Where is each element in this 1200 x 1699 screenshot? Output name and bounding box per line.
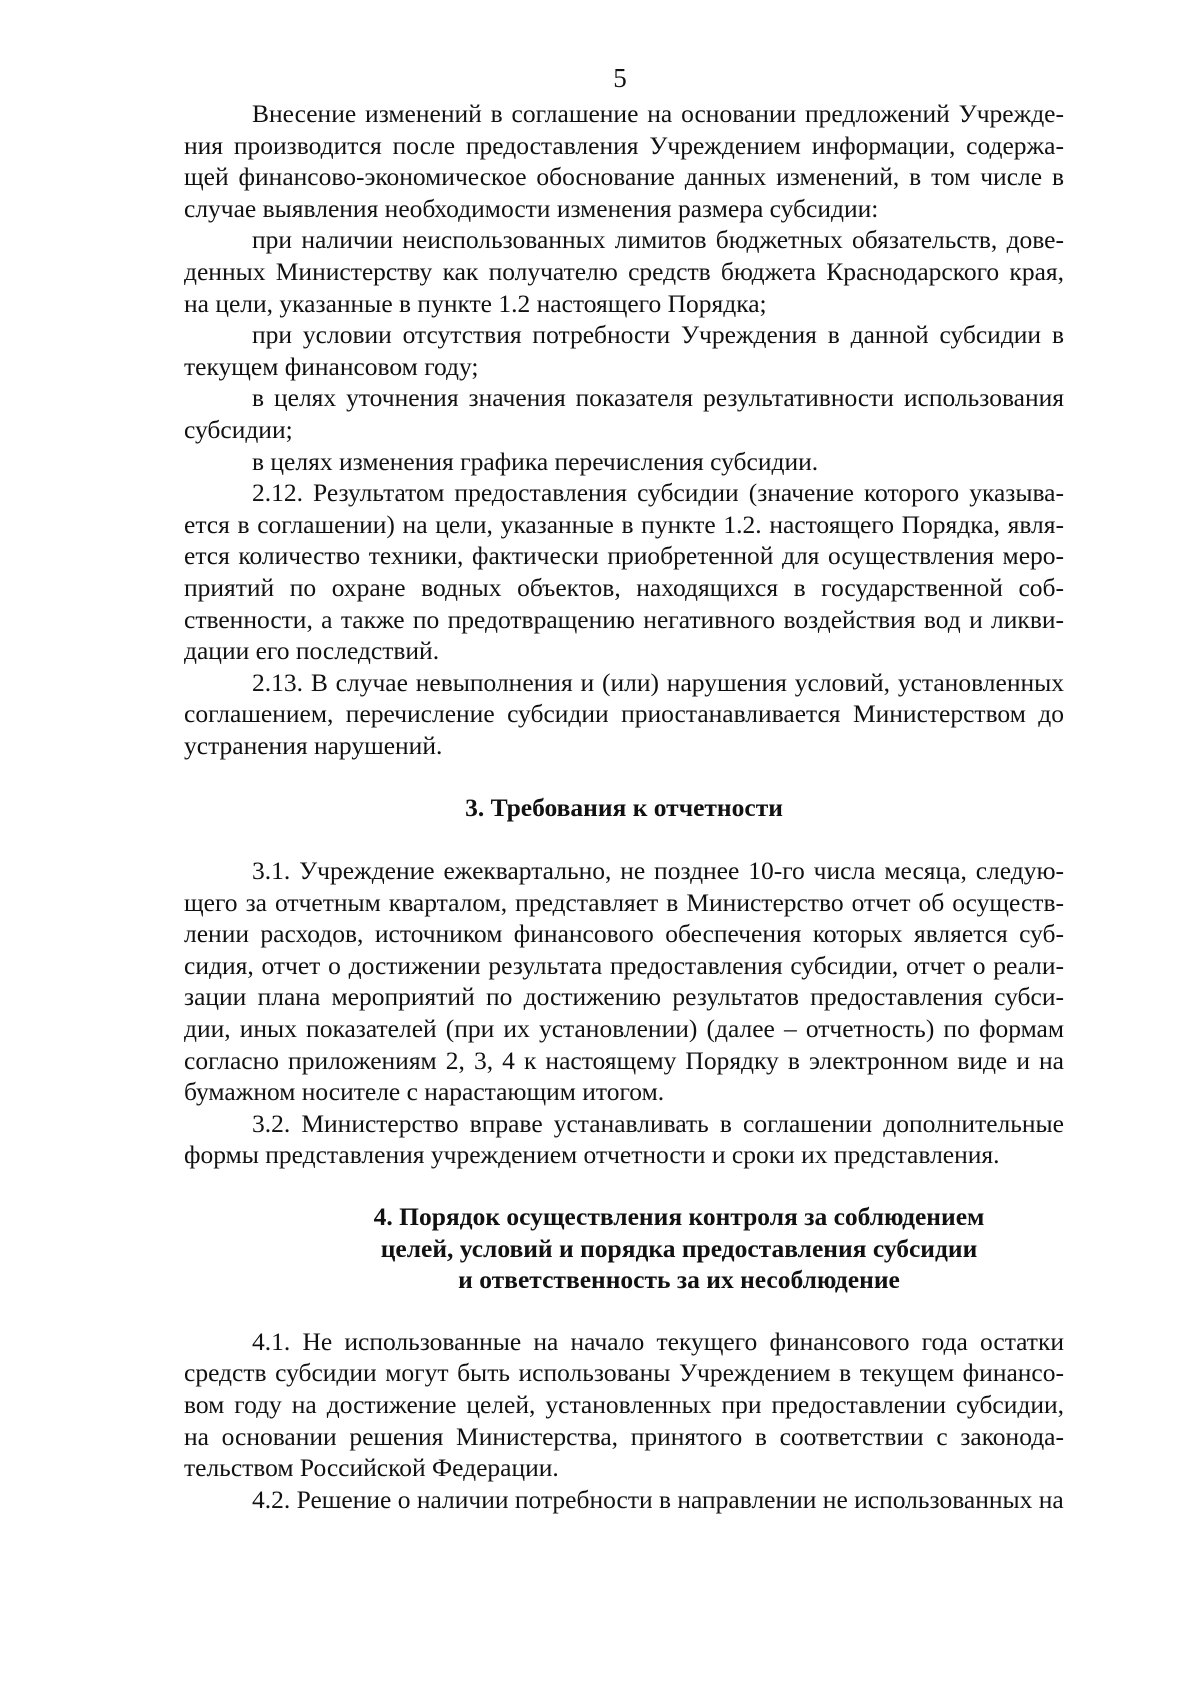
- paragraph-3-1: 3.1. Учреждение ежеквартально, не позднее 10-го числа месяца, следую-щего за отчетным кварталом, представляет в Министерство отчет об осуществ-лении расходов, источником финансового обеспечения которых является суб-сидия, отчет о достижении результата предоставления субсидии, отчет о реали-зации плана мероприятий по достижению результатов предоставления субси-дии, иных показателей (при их установлении) (далее – отчетность) по формам согласно приложениям 2, 3, 4 к настоящему Порядку в электронном виде и на бумажном носителе с нарастающим итогом.: [184, 856, 1064, 1107]
- page-number: 5: [613, 63, 627, 93]
- paragraph-3-2: 3.2. Министерство вправе устанавливать в соглашении дополнительные формы представления учреждением отчетности и сроки их представления.: [184, 1108, 1064, 1170]
- section-4-heading-line-1: 4. Порядок осуществления контроля за соблюдением: [373, 1202, 985, 1231]
- paragraph-no-need: при условии отсутствия потребности Учреждения в данной субсидии в текущем финансовом году;: [184, 320, 1064, 381]
- paragraph-amendments: Внесение изменений в соглашение на основании предложений Учрежде-ния производится после предоставления Учреждением информации, содержа-щей финансово-экономическое обоснование данных изменений, в том числе в случае выявления необходимости изменения размера субсидии:: [184, 99, 1064, 223]
- paragraph-clarify-indicator: в целях уточнения значения показателя результативности использования субсидии;: [184, 383, 1064, 444]
- paragraph-2-13: 2.13. В случае невыполнения и (или) нарушения условий, установленных соглашением, перечисление субсидии приостанавливается Министерством до устранения нарушений.: [184, 667, 1064, 760]
- section-4-heading-line-2: целей, условий и порядка предоставления субсидии: [380, 1233, 978, 1263]
- section-4-heading-line-3: и ответственность за их несоблюдение: [458, 1265, 900, 1295]
- paragraph-4-1: 4.1. Не использованные на начало текущего финансового года остатки средств субсидии могут быть использованы Учреждением в текущем финансо-вом году на достижение целей, установленных при предоставлении субсидии, на основании решения Министерства, принятого в соответствии с законода-тельством Российской Федерации.: [184, 1326, 1064, 1483]
- paragraph-schedule-change: в целях изменения графика перечисления субсидии.: [252, 446, 819, 476]
- section-3-heading: 3. Требования к отчетности: [465, 793, 783, 823]
- document-body: [184, 98, 1064, 1515]
- paragraph-unused-limits: при наличии неиспользованных лимитов бюджетных обязательств, дове-денных Министерству как получателю средств бюджета Краснодарского края, на цели, указанные в пункте 1.2 настоящего Порядка;: [184, 225, 1064, 318]
- paragraph-4-2: 4.2. Решение о наличии потребности в направлении не использованных на: [252, 1484, 1064, 1514]
- section-4-heading: [184, 1201, 1064, 1296]
- paragraph-2-12: 2.12. Результатом предоставления субсидии (значение которого указыва-ется в соглашении) на цели, указанные в пункте 1.2. настоящего Порядка, явля-ется количество техники, фактически приобретенной для осуществления меро-приятий по охране водных объектов, находящихся в государственной соб-ственности, а также по предотвращению негативного воздействия вод и ликви-дации его последствий.: [184, 478, 1064, 666]
